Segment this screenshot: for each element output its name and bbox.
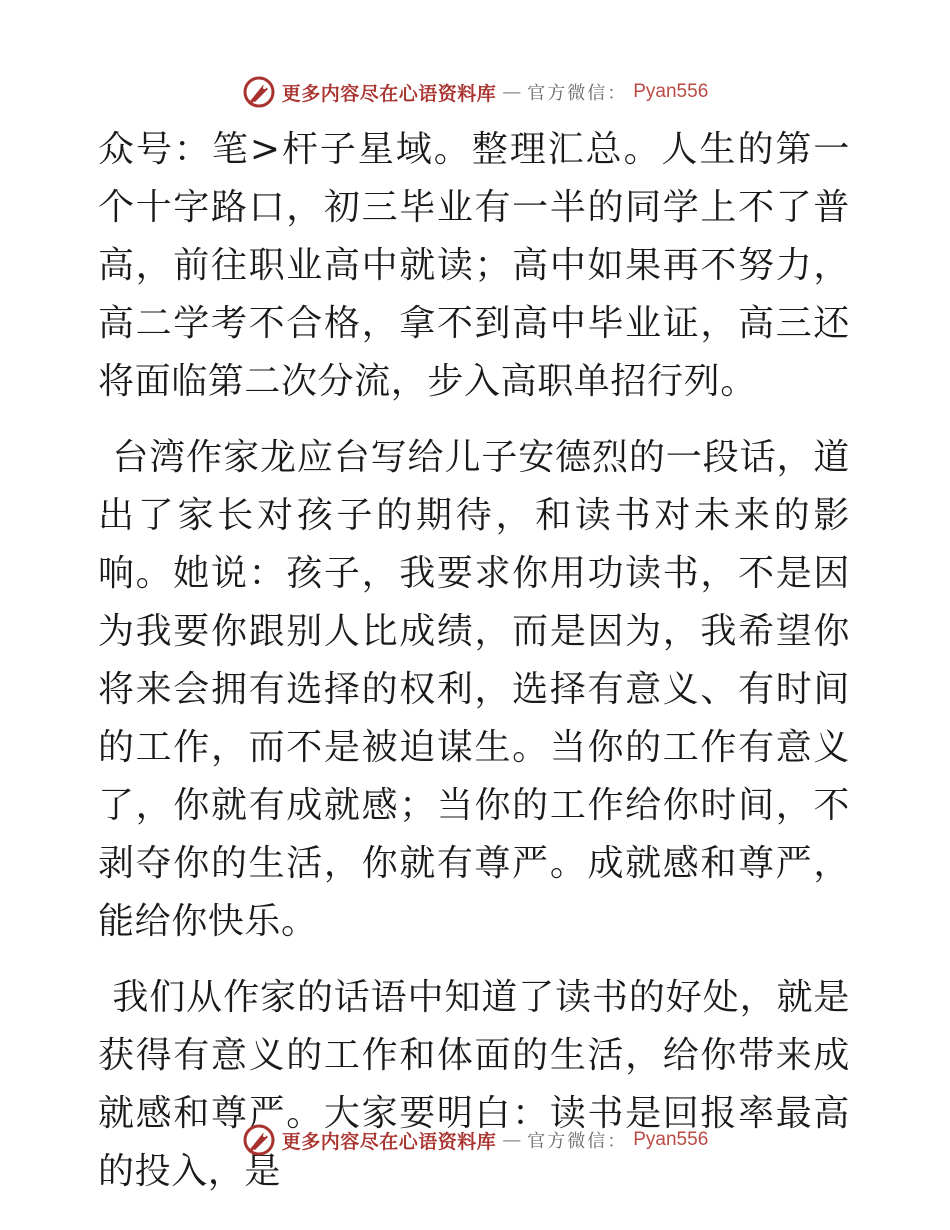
paragraph-2: 台湾作家龙应台写给儿子安德烈的一段话，道出了家长对孩子的期待，和读书对未来的影响。她说：孩子，我要求你用功读书，不是因为我要你跟别人比成绩，而是因为，我希望你将来会拥有选择的权利，选择有意义、有时间的工作，而不是被迫谋生。当你的工作有意义了，你就有成就感；当你的工作给你时间，不剥夺你的生活，你就有尊严。成就感和尊严，能给你快乐。	[98, 437, 850, 942]
header-separator: —	[502, 81, 522, 103]
footer-official-label: 官方微信：	[527, 1131, 628, 1152]
footer-wechat-id: Pyan556	[633, 1129, 709, 1150]
paragraph-1: 众号：笔>杆子星域。整理汇总。人生的第一个十字路口，初三毕业有一半的同学上不了普高，前往职业高中就读；高中如果再不努力，高二学考不合格，拿不到高中毕业证，高三还将面临第二次分流，步入高职单招行列。	[98, 129, 850, 402]
document-body	[98, 121, 850, 1219]
pen-nib-logo-icon	[242, 1123, 276, 1157]
header-official-label: 官方微信：	[527, 83, 628, 104]
paragraph-3: 我们从作家的话语中知道了读书的好处，就是获得有意义的工作和体面的生活，给你带来成就感和尊严。大家要明白：读书是回报率最高的投入，是	[98, 977, 850, 1192]
pen-nib-logo-icon	[242, 75, 276, 109]
header-banner-text: 更多内容尽在心语资料库	[281, 82, 497, 105]
footer-banner	[0, 1120, 950, 1160]
footer-banner-text: 更多内容尽在心语资料库	[281, 1130, 497, 1153]
footer-separator: —	[502, 1129, 522, 1151]
header-wechat-id: Pyan556	[633, 81, 709, 102]
header-banner	[0, 72, 950, 112]
